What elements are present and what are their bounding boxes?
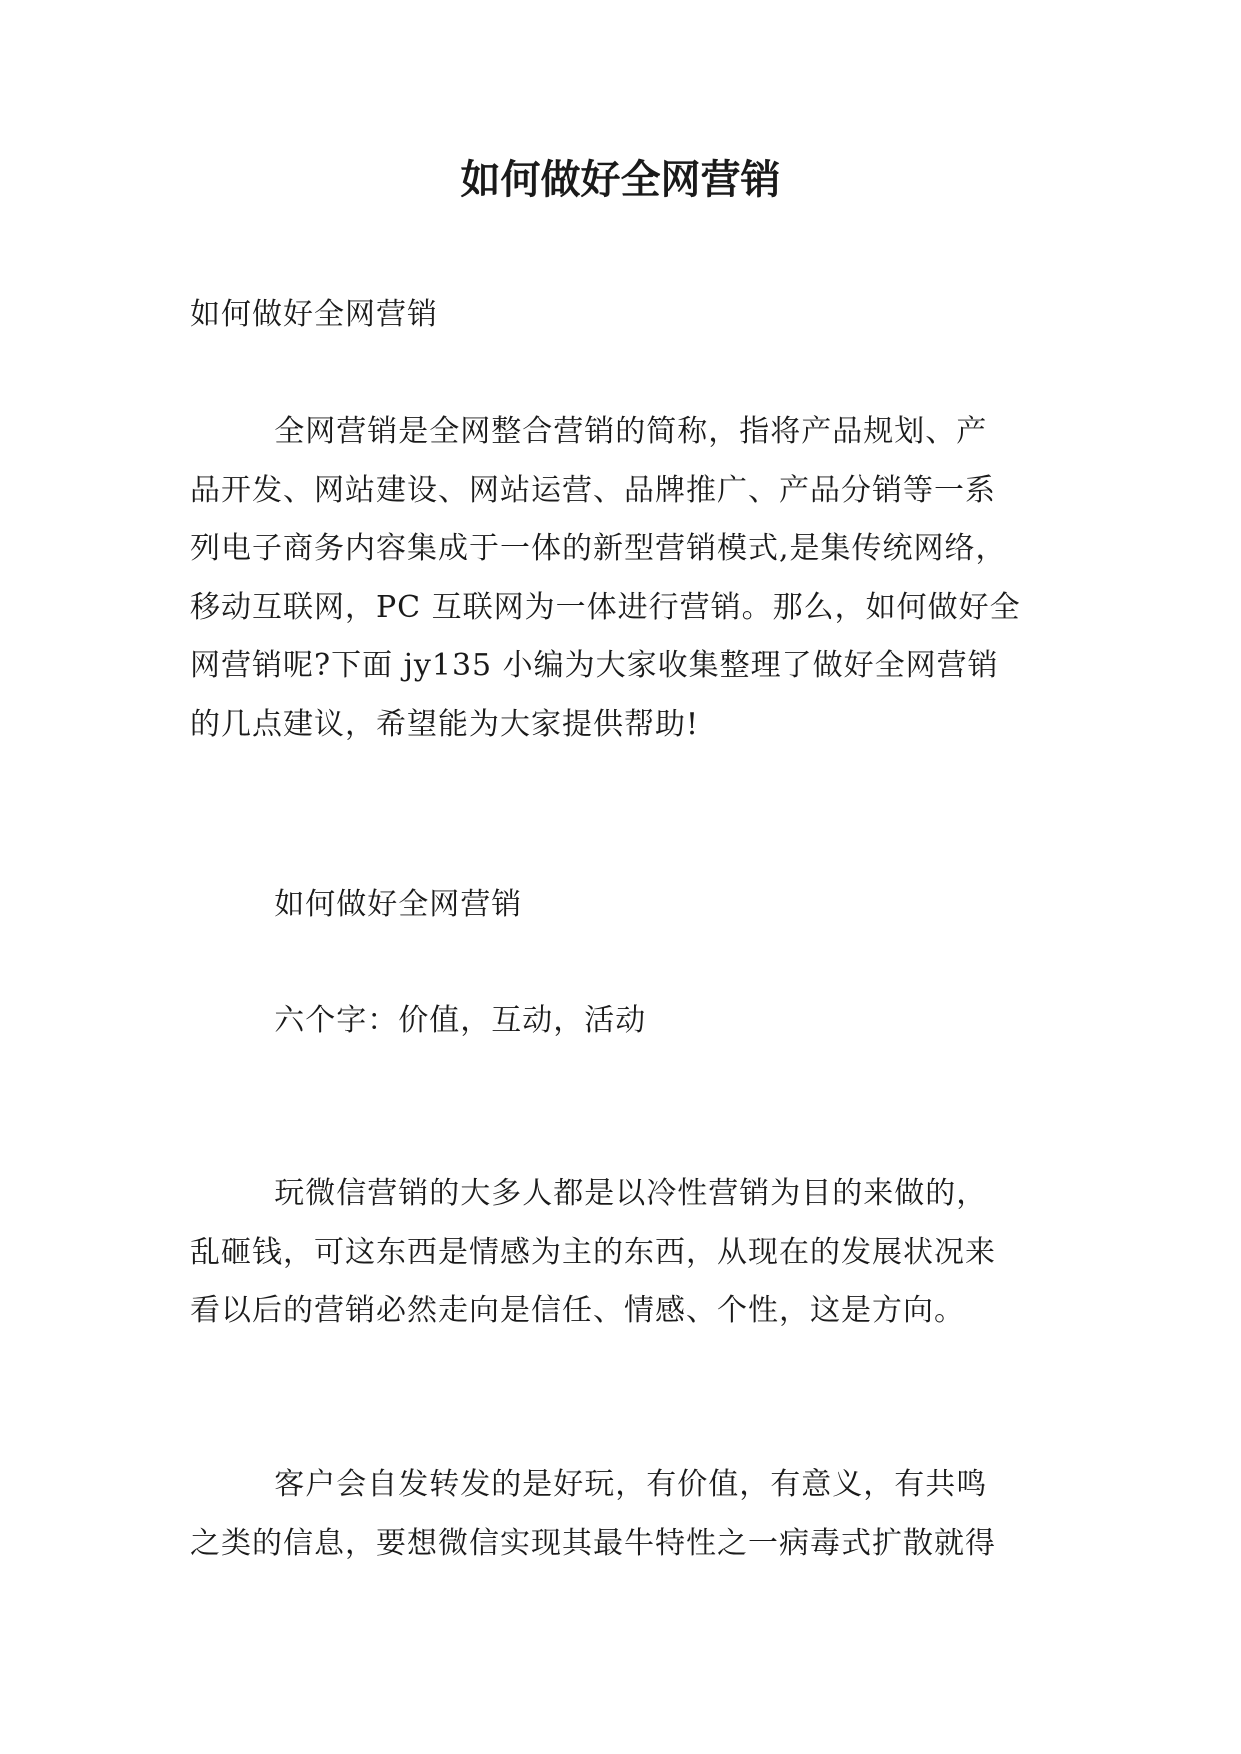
paragraph-wechat-marketing: 玩微信营销的大多人都是以冷性营销为目的来做的， 乱砸钱，可这东西是情感为主的东西，从现在的发展状况来 看以后的营销必然走向是信任、情感、个性，这是方向。 — [190, 1176, 996, 1328]
document-title: 如何做好全网营销 — [460, 156, 781, 203]
paragraph-intro: 全网营销是全网整合营销的简称，指将产品规划、产 品开发、网站建设、网站运营、品牌推广、产品分销等一系 列电子商务内容集成于一体的新型营销模式,是集传统网络， 移动互联网，PC 互联网为一体进行营销。那么，如何做好全 网营销呢?下面 jy135 小编为大家收集整理了做好全网营销 的几点建议，希望能为大家提供帮助! — [190, 414, 1021, 742]
paragraph-heading: 如何做好全网营销 — [190, 297, 438, 332]
paragraph-six-words: 六个字：价值，互动，活动 — [190, 1003, 647, 1038]
paragraph-subheading: 如何做好全网营销 — [190, 887, 523, 922]
paragraph-viral-sharing: 客户会自发转发的是好玩，有价值，有意义，有共鸣 之类的信息，要想微信实现其最牛特性之一病毒式扩散就得 — [190, 1467, 996, 1561]
